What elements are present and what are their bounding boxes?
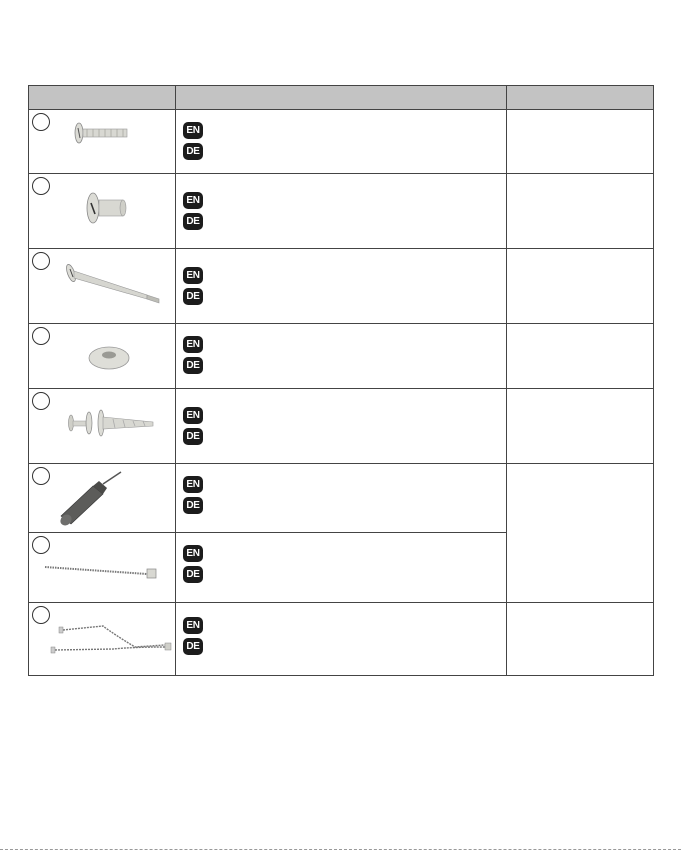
cable-tie-icon xyxy=(43,537,173,599)
german-language-badge: DE xyxy=(183,357,203,374)
part-description-cell xyxy=(176,389,507,464)
english-language-badge: EN xyxy=(183,336,203,353)
german-language-badge: DE xyxy=(183,566,203,583)
german-description-row xyxy=(183,636,506,657)
part-description-cell xyxy=(176,533,507,603)
table-row xyxy=(29,603,654,676)
part-image-cell xyxy=(29,389,176,464)
english-description-row xyxy=(183,265,506,286)
part-description-cell xyxy=(176,324,507,389)
part-image-cell xyxy=(29,249,176,324)
english-language-badge: EN xyxy=(183,267,203,284)
english-description-row xyxy=(183,615,506,636)
part-image-cell xyxy=(29,464,176,533)
table-row xyxy=(29,110,654,174)
english-description-row xyxy=(183,405,506,426)
short-bolt-icon xyxy=(43,178,163,244)
german-description-row xyxy=(183,141,506,162)
part-quantity-cell xyxy=(507,603,654,676)
german-description-row xyxy=(183,426,506,447)
header-description-cell xyxy=(176,86,507,110)
table-row xyxy=(29,174,654,249)
part-quantity-cell xyxy=(507,110,654,174)
german-language-badge: DE xyxy=(183,638,203,655)
german-language-badge: DE xyxy=(183,497,203,514)
german-description-row xyxy=(183,495,506,516)
german-description-row xyxy=(183,564,506,585)
german-language-badge: DE xyxy=(183,213,203,230)
english-description-row xyxy=(183,120,506,141)
part-quantity-cell xyxy=(507,389,654,464)
long-bolt-icon xyxy=(43,253,163,319)
english-description-row xyxy=(183,334,506,355)
english-language-badge: EN xyxy=(183,476,203,493)
german-language-badge: DE xyxy=(183,288,203,305)
german-language-badge: DE xyxy=(183,428,203,445)
german-description-row xyxy=(183,286,506,307)
machine-screw-icon xyxy=(43,114,163,170)
table-row xyxy=(29,464,654,533)
part-description-cell xyxy=(176,464,507,533)
wire-cable-icon xyxy=(43,607,173,671)
part-description-cell xyxy=(176,603,507,676)
part-quantity-cell xyxy=(507,174,654,249)
german-language-badge: DE xyxy=(183,143,203,160)
screw-anchor-icon xyxy=(43,393,163,459)
table-row xyxy=(29,249,654,324)
part-image-cell xyxy=(29,110,176,174)
table-row xyxy=(29,324,654,389)
part-quantity-cell xyxy=(507,464,654,603)
part-image-cell xyxy=(29,174,176,249)
part-image-cell xyxy=(29,324,176,389)
english-language-badge: EN xyxy=(183,407,203,424)
part-image-cell xyxy=(29,603,176,676)
header-image-cell xyxy=(29,86,176,110)
german-description-row xyxy=(183,355,506,376)
parts-table xyxy=(28,85,654,676)
english-description-row xyxy=(183,543,506,564)
cylinder-plug-icon xyxy=(43,468,163,530)
english-language-badge: EN xyxy=(183,617,203,634)
english-description-row xyxy=(183,474,506,495)
header-quantity-cell xyxy=(507,86,654,110)
part-image-cell xyxy=(29,533,176,603)
table-row xyxy=(29,389,654,464)
english-description-row xyxy=(183,190,506,211)
english-language-badge: EN xyxy=(183,545,203,562)
english-language-badge: EN xyxy=(183,192,203,209)
part-quantity-cell xyxy=(507,324,654,389)
german-description-row xyxy=(183,211,506,232)
table-header-row xyxy=(29,86,654,110)
part-quantity-cell xyxy=(507,249,654,324)
part-description-cell xyxy=(176,174,507,249)
english-language-badge: EN xyxy=(183,122,203,139)
part-description-cell xyxy=(176,249,507,324)
part-description-cell xyxy=(176,110,507,174)
washer-ring-icon xyxy=(43,328,163,386)
